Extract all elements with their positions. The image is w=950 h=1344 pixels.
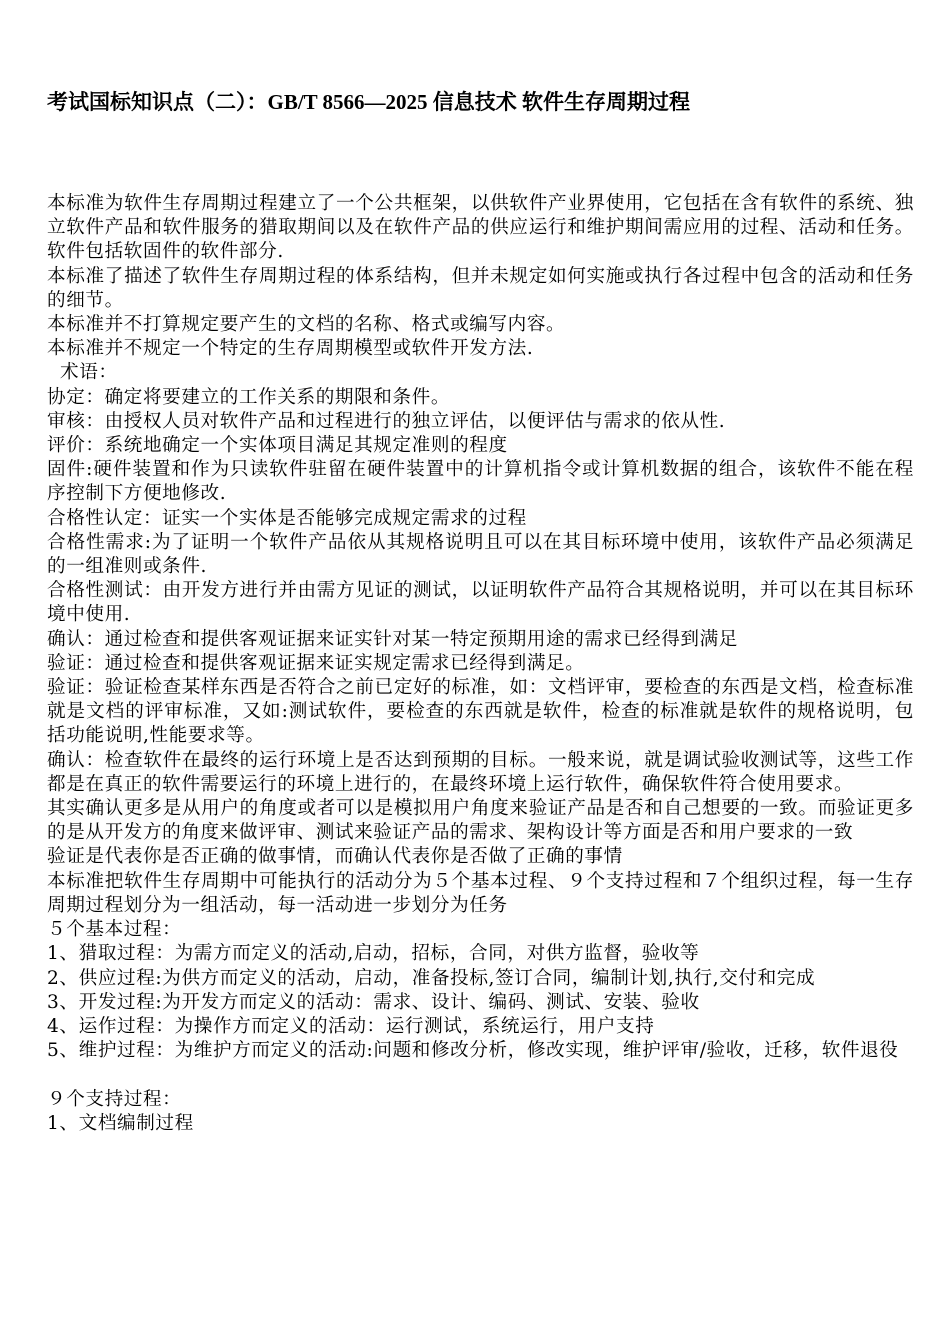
term-agreement: 协定：确定将要建立的工作关系的期限和条件。 <box>47 386 451 408</box>
list-item-supply: 2、供应过程:为供方而定义的活动，启动，准备投标,签订合同，编制计划,执行,交付和完成 <box>47 967 816 989</box>
list-item-acquisition: 1、猎取过程：为需方而定义的活动,启动，招标，合同，对供方监督，验收等 <box>47 943 700 965</box>
primary-processes-heading: ５个基本过程： <box>47 919 182 941</box>
term-qualification-requirement: 合格性需求:为了证明一个软件产品依从其规格说明且可以在其目标环境中使用，该软件产品必须满足的一组准则或条件. <box>47 531 914 578</box>
term-firmware: 固件:硬件装置和作为只读软件驻留在硬件装置中的计算机指令或计算机数据的组合，该软件不能在程序控制下方便地修改. <box>47 459 914 505</box>
intro-documents-paragraph: 本标准并不打算规定要产生的文档的名称、格式或编写内容。 <box>47 314 566 336</box>
validation-explanation: 确认：检查软件在最终的运行环境上是否达到预期的目标。一般来说，就是调试验收测试等，这些工作都是在真正的软件需要运行的环境上进行的，在最终环境上运行软件，确保软件符合使用要求。 <box>47 749 914 795</box>
list-item-operation: 4、运作过程：为操作方而定义的活动：运行测试，系统运行，用户支持 <box>47 1015 655 1037</box>
term-audit: 审核：由授权人员对软件产品和过程进行的独立评估，以便评估与需求的依从性. <box>47 410 726 432</box>
list-item-maintenance: 5、维护过程：为维护方而定义的活动:问题和修改分析，修改实现，维护评审/验收，迁移，软件退役 <box>47 1040 899 1062</box>
term-qualification: 合格性认定：证实一个实体是否能够完成规定需求的过程 <box>47 507 527 529</box>
term-validation: 确认：通过检查和提供客观证据来证实针对某一特定预期用途的需求已经得到满足 <box>47 628 738 650</box>
blank-line <box>47 1063 914 1087</box>
list-item-development: 3、开发过程:为开发方而定义的活动：需求、设计、编码、测试、安装、验收 <box>47 991 700 1013</box>
supporting-processes-heading: ９个支持过程： <box>47 1088 182 1110</box>
list-item-documentation: 1、文档编制过程 <box>47 1112 194 1134</box>
comparison-paragraph: 其实确认更多是从用户的角度或者可以是模拟用户角度来验证产品是否和自己想要的一致。而验证更多的是从开发方的角度来做评审、测试来验证产品的需求、架构设计等方面是否和用户要求的一致 <box>47 798 914 844</box>
document-title: 考试国标知识点（二）：GB/T 8566—2025 信息技术 软件生存周期过程 <box>47 90 691 114</box>
intro-lifecycle-model-paragraph: 本标准并不规定一个特定的生存周期模型或软件开发方法. <box>47 338 534 360</box>
terms-heading: 术语： <box>47 362 118 384</box>
document-body <box>47 192 914 1136</box>
process-classification-paragraph: 本标准把软件生存周期中可能执行的活动分为５个基本过程、９个支持过程和７个组织过程，每一生存周期过程划分为一组活动，每一活动进一步划分为任务 <box>47 870 914 916</box>
summary-sentence: 验证是代表你是否正确的做事情，而确认代表你是否做了正确的事情 <box>47 846 623 868</box>
term-evaluation: 评价：系统地确定一个实体项目满足其规定准则的程度 <box>47 435 508 457</box>
term-qualification-testing: 合格性测试：由开发方进行并由需方见证的测试，以证明软件产品符合其规格说明，并可以在其目标环境中使用. <box>47 580 914 626</box>
intro-architecture-paragraph: 本标准了描述了软件生存周期过程的体系结构，但并未规定如何实施或执行各过程中包含的活动和任务的细节。 <box>47 265 914 311</box>
verification-explanation: 验证：验证检查某样东西是否符合之前已定好的标准，如：文档评审，要检查的东西是文档，检查标准就是文档的评审标准，又如:测试软件，要检查的东西就是软件，检查的标准就是软件的规格说明，包括功能说明,性能要求等。 <box>47 677 914 747</box>
intro-framework-paragraph: 本标准为软件生存周期过程建立了一个公共框架，以供软件产业界使用，它包括在含有软件的系统、独立软件产品和软件服务的猎取期间以及在软件产品的供应运行和维护期间需应用的过程、活动和任务。软件包括软固件的软件部分. <box>47 193 914 263</box>
term-verification: 验证：通过检查和提供客观证据来证实规定需求已经得到满足。 <box>47 652 585 674</box>
